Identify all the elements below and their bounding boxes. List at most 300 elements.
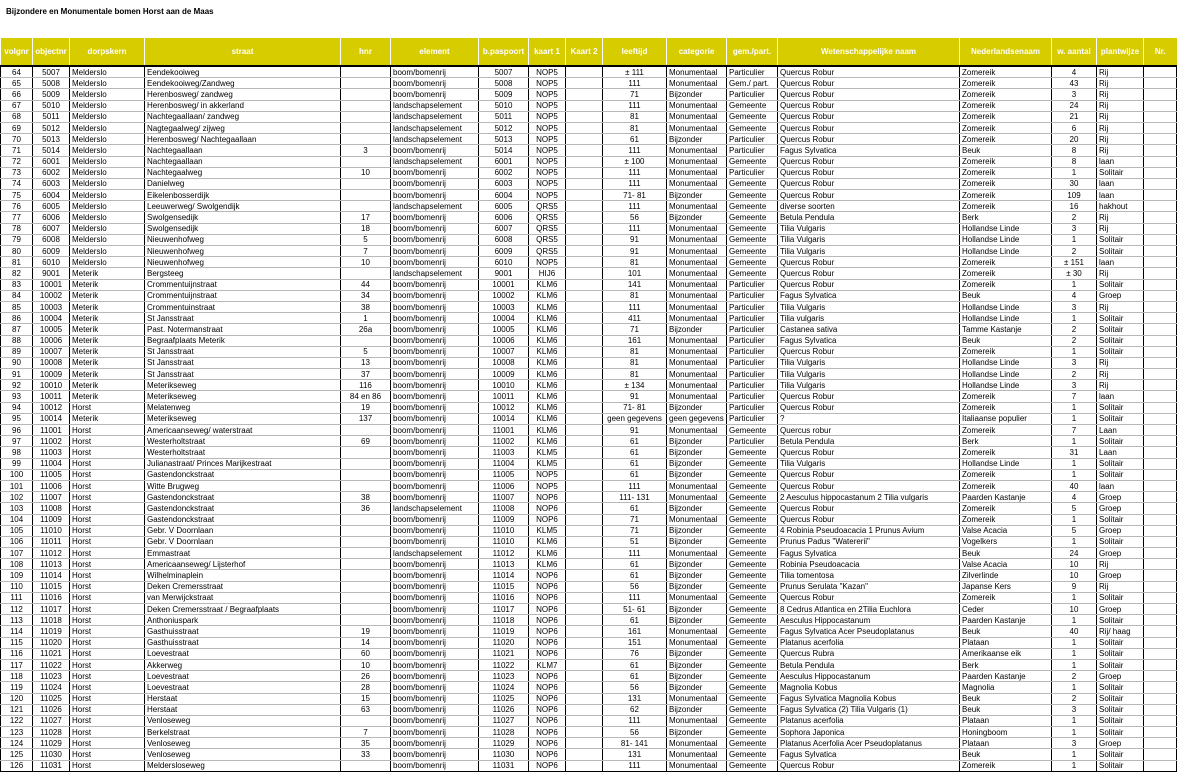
cell-nr [1144, 391, 1177, 402]
cell-gem-part: Gemeente [727, 503, 778, 514]
cell-nr [1144, 749, 1177, 760]
cell-gem-part: Gemeente [727, 156, 778, 167]
cell-categorie: Bijzonder [667, 324, 727, 335]
cell-hnr [341, 760, 391, 771]
cell-hnr: 15 [341, 693, 391, 704]
cell-element: boom/bomenrij [391, 246, 479, 257]
table-row [1, 715, 1177, 726]
cell-nr [1144, 738, 1177, 749]
cell-volgnr: 85 [1, 301, 33, 312]
cell-b-paspoort: 6006 [479, 212, 529, 223]
cell-kaart-1: NOP6 [529, 615, 566, 626]
cell-dorpskern: Horst [70, 525, 145, 536]
cell-objectnr: 10004 [33, 313, 70, 324]
column-header-leeftijd: leeftijd [603, 38, 667, 66]
cell-kaart-2 [566, 100, 603, 111]
cell-wetenschappelijke-naam: Quercus Robur [778, 167, 960, 178]
cell-leeftijd: 131 [603, 693, 667, 704]
cell-dorpskern: Horst [70, 637, 145, 648]
cell-leeftijd: 111 [603, 715, 667, 726]
cell-wetenschappelijke-naam: Quercus Robur [778, 514, 960, 525]
cell-b-paspoort: 10012 [479, 402, 529, 413]
cell-objectnr: 6005 [33, 201, 70, 212]
cell-nederlandsenaam: Hollandse Linde [960, 357, 1052, 368]
cell-w-aantal: 24 [1052, 100, 1097, 111]
table-row [1, 66, 1177, 78]
cell-b-paspoort: 6001 [479, 156, 529, 167]
cell-straat: Begraafplaats Meterik [145, 335, 341, 346]
cell-element: boom/bomenrij [391, 447, 479, 458]
cell-objectnr: 10008 [33, 357, 70, 368]
cell-straat: Herenbosweg/ in akkerland [145, 100, 341, 111]
cell-categorie: Monumentaal [667, 122, 727, 133]
cell-volgnr: 121 [1, 704, 33, 715]
cell-hnr: 36 [341, 503, 391, 514]
cell-objectnr: 11014 [33, 570, 70, 581]
cell-nederlandsenaam: Hollandse Linde [960, 313, 1052, 324]
cell-volgnr: 73 [1, 167, 33, 178]
cell-hnr [341, 335, 391, 346]
cell-objectnr: 5009 [33, 89, 70, 100]
cell-w-aantal: 1 [1052, 436, 1097, 447]
cell-w-aantal: 1 [1052, 715, 1097, 726]
cell-volgnr: 97 [1, 436, 33, 447]
cell-kaart-1: NOP6 [529, 727, 566, 738]
cell-volgnr: 69 [1, 122, 33, 133]
cell-kaart-1: KLM6 [529, 357, 566, 368]
cell-w-aantal: 2 [1052, 369, 1097, 380]
cell-wetenschappelijke-naam: Quercus Robur [778, 279, 960, 290]
cell-wetenschappelijke-naam: Quercus Robur [778, 391, 960, 402]
cell-nr [1144, 145, 1177, 156]
cell-w-aantal: 1 [1052, 727, 1097, 738]
cell-straat: Loevestraat [145, 648, 341, 659]
cell-gem-part: Gemeente [727, 100, 778, 111]
column-header-gem-part: gem./part. [727, 38, 778, 66]
cell-dorpskern: Meterik [70, 290, 145, 301]
cell-kaart-2 [566, 480, 603, 491]
cell-w-aantal: 1 [1052, 659, 1097, 670]
cell-objectnr: 11024 [33, 682, 70, 693]
cell-b-paspoort: 5012 [479, 122, 529, 133]
table-row [1, 659, 1177, 670]
cell-volgnr: 65 [1, 78, 33, 89]
cell-plantwijze: Groep [1097, 738, 1144, 749]
cell-b-paspoort: 11025 [479, 693, 529, 704]
cell-gem-part: Gemeente [727, 268, 778, 279]
column-header-nr: Nr. [1144, 38, 1177, 66]
table-row [1, 480, 1177, 491]
cell-kaart-1: NOP6 [529, 514, 566, 525]
cell-plantwijze: Groep [1097, 671, 1144, 682]
cell-dorpskern: Melderslo [70, 178, 145, 189]
cell-nederlandsenaam: Zomereik [960, 122, 1052, 133]
cell-nr [1144, 570, 1177, 581]
cell-b-paspoort: 11005 [479, 469, 529, 480]
cell-nr [1144, 458, 1177, 469]
table-row [1, 671, 1177, 682]
cell-kaart-1: KLM6 [529, 391, 566, 402]
cell-categorie: Monumentaal [667, 201, 727, 212]
cell-gem-part: Gemeente [727, 659, 778, 670]
cell-dorpskern: Horst [70, 715, 145, 726]
cell-volgnr: 79 [1, 234, 33, 245]
cell-w-aantal: 1 [1052, 536, 1097, 547]
cell-nederlandsenaam: Magnolia [960, 682, 1052, 693]
cell-element: boom/bomenrij [391, 469, 479, 480]
cell-categorie: Monumentaal [667, 290, 727, 301]
cell-dorpskern: Horst [70, 503, 145, 514]
cell-plantwijze: Solitair [1097, 536, 1144, 547]
cell-leeftijd: ± 111 [603, 66, 667, 78]
cell-nr [1144, 301, 1177, 312]
cell-gem-part: Gemeente [727, 234, 778, 245]
cell-categorie: Bijzonder [667, 659, 727, 670]
cell-element: boom/bomenrij [391, 615, 479, 626]
cell-wetenschappelijke-naam: Aesculus Hippocastanum [778, 615, 960, 626]
table-row [1, 201, 1177, 212]
cell-nr [1144, 313, 1177, 324]
cell-kaart-2 [566, 89, 603, 100]
cell-categorie: Bijzonder [667, 503, 727, 514]
cell-gem-part: Gemeente [727, 212, 778, 223]
cell-kaart-2 [566, 391, 603, 402]
cell-leeftijd: 76 [603, 648, 667, 659]
cell-w-aantal: 1 [1052, 682, 1097, 693]
cell-straat: Nagtegaalweg/ zijweg [145, 122, 341, 133]
cell-hnr: 18 [341, 223, 391, 234]
cell-kaart-1: NOP6 [529, 604, 566, 615]
cell-hnr: 13 [341, 357, 391, 368]
cell-straat: Crommentuijnstraat [145, 279, 341, 290]
cell-kaart-2 [566, 357, 603, 368]
cell-w-aantal: 1 [1052, 458, 1097, 469]
cell-nr [1144, 626, 1177, 637]
cell-leeftijd: 151 [603, 637, 667, 648]
table-row [1, 257, 1177, 268]
cell-objectnr: 10002 [33, 290, 70, 301]
cell-straat: Loevestraat [145, 682, 341, 693]
cell-objectnr: 5012 [33, 122, 70, 133]
column-header-kaart-2: Kaart 2 [566, 38, 603, 66]
cell-volgnr: 100 [1, 469, 33, 480]
cell-plantwijze: Rij [1097, 581, 1144, 592]
cell-element: boom/bomenrij [391, 715, 479, 726]
cell-straat: Wilhelminaplein [145, 570, 341, 581]
cell-w-aantal: 1 [1052, 167, 1097, 178]
cell-nederlandsenaam: Zomereik [960, 425, 1052, 436]
cell-element: boom/bomenrij [391, 167, 479, 178]
cell-nederlandsenaam: Zomereik [960, 78, 1052, 89]
cell-objectnr: 11025 [33, 693, 70, 704]
cell-nr [1144, 290, 1177, 301]
cell-plantwijze: Solitair [1097, 749, 1144, 760]
cell-b-paspoort: 5009 [479, 89, 529, 100]
cell-straat: Nachtegaallaan [145, 145, 341, 156]
cell-plantwijze: hakhout [1097, 201, 1144, 212]
cell-plantwijze: Solitair [1097, 234, 1144, 245]
cell-w-aantal: 1 [1052, 402, 1097, 413]
cell-nederlandsenaam: Zomereik [960, 760, 1052, 771]
cell-categorie: Bijzonder [667, 436, 727, 447]
cell-kaart-2 [566, 514, 603, 525]
cell-volgnr: 111 [1, 592, 33, 603]
table-row [1, 436, 1177, 447]
cell-element: landschapselement [391, 268, 479, 279]
cell-hnr [341, 447, 391, 458]
cell-plantwijze: Laan [1097, 425, 1144, 436]
cell-kaart-1: NOP5 [529, 480, 566, 491]
cell-nr [1144, 212, 1177, 223]
cell-hnr [341, 480, 391, 491]
cell-leeftijd: 61 [603, 570, 667, 581]
cell-dorpskern: Melderslo [70, 190, 145, 201]
cell-gem-part: Gemeente [727, 190, 778, 201]
cell-hnr [341, 111, 391, 122]
cell-straat: Deken Cremersstraat / Begraafplaats [145, 604, 341, 615]
cell-volgnr: 93 [1, 391, 33, 402]
cell-nr [1144, 425, 1177, 436]
column-header-w-aantal: w. aantal [1052, 38, 1097, 66]
cell-b-paspoort: 10014 [479, 413, 529, 424]
cell-kaart-1: NOP6 [529, 693, 566, 704]
cell-nederlandsenaam: Zomereik [960, 402, 1052, 413]
cell-element: landschapselement [391, 548, 479, 559]
cell-leeftijd: 56 [603, 212, 667, 223]
cell-dorpskern: Meterik [70, 380, 145, 391]
cell-b-paspoort: 11003 [479, 447, 529, 458]
cell-nederlandsenaam: Ceder [960, 604, 1052, 615]
cell-objectnr: 5007 [33, 66, 70, 78]
cell-objectnr: 11017 [33, 604, 70, 615]
cell-kaart-2 [566, 760, 603, 771]
cell-nr [1144, 234, 1177, 245]
cell-objectnr: 11021 [33, 648, 70, 659]
cell-element: boom/bomenrij [391, 693, 479, 704]
cell-element: boom/bomenrij [391, 78, 479, 89]
cell-objectnr: 11026 [33, 704, 70, 715]
cell-dorpskern: Meterik [70, 279, 145, 290]
cell-straat: Venloseweg [145, 738, 341, 749]
cell-straat: Westerholtstraat [145, 447, 341, 458]
cell-categorie: Bijzonder [667, 89, 727, 100]
column-header-plantwijze: plantwijze [1097, 38, 1144, 66]
cell-categorie: Bijzonder [667, 615, 727, 626]
cell-categorie: Monumentaal [667, 66, 727, 78]
cell-element: boom/bomenrij [391, 257, 479, 268]
cell-wetenschappelijke-naam: Betula Pendula [778, 436, 960, 447]
cell-gem-part: Gem./ part. [727, 78, 778, 89]
cell-b-paspoort: 11002 [479, 436, 529, 447]
cell-nederlandsenaam: Beuk [960, 145, 1052, 156]
cell-gem-part: Gemeente [727, 671, 778, 682]
cell-kaart-1: KLM6 [529, 402, 566, 413]
cell-kaart-2 [566, 469, 603, 480]
cell-w-aantal: 1 [1052, 648, 1097, 659]
cell-nr [1144, 178, 1177, 189]
cell-objectnr: 11018 [33, 615, 70, 626]
cell-leeftijd: 91 [603, 246, 667, 257]
cell-categorie: Monumentaal [667, 145, 727, 156]
cell-element: boom/bomenrij [391, 671, 479, 682]
cell-objectnr: 11013 [33, 559, 70, 570]
cell-gem-part: Particulier [727, 134, 778, 145]
cell-categorie: Bijzonder [667, 536, 727, 547]
cell-plantwijze: Solitair [1097, 436, 1144, 447]
cell-dorpskern: Horst [70, 570, 145, 581]
cell-volgnr: 67 [1, 100, 33, 111]
cell-b-paspoort: 10008 [479, 357, 529, 368]
table-row [1, 413, 1177, 424]
cell-kaart-1: NOP6 [529, 503, 566, 514]
cell-wetenschappelijke-naam: Quercus Robur [778, 503, 960, 514]
table-row [1, 190, 1177, 201]
cell-element: boom/bomenrij [391, 727, 479, 738]
cell-categorie: Monumentaal [667, 111, 727, 122]
cell-b-paspoort: 10005 [479, 324, 529, 335]
cell-wetenschappelijke-naam: Prunus Padus "Watererii" [778, 536, 960, 547]
cell-straat: Bergsteeg [145, 268, 341, 279]
cell-hnr: 7 [341, 727, 391, 738]
cell-nederlandsenaam: Zomereik [960, 167, 1052, 178]
cell-straat: Venloseweg [145, 749, 341, 760]
cell-w-aantal: 4 [1052, 290, 1097, 301]
cell-categorie: Monumentaal [667, 313, 727, 324]
cell-straat: Berkelstraat [145, 727, 341, 738]
cell-volgnr: 112 [1, 604, 33, 615]
cell-wetenschappelijke-naam: Fagus Sylvatica Acer Pseudoplatanus [778, 626, 960, 637]
cell-leeftijd: 62 [603, 704, 667, 715]
cell-objectnr: 11006 [33, 480, 70, 491]
cell-hnr: 84 en 86 [341, 391, 391, 402]
cell-w-aantal: 2 [1052, 212, 1097, 223]
cell-categorie: Bijzonder [667, 134, 727, 145]
cell-b-paspoort: 10011 [479, 391, 529, 402]
cell-hnr: 137 [341, 413, 391, 424]
cell-w-aantal: 40 [1052, 626, 1097, 637]
cell-nr [1144, 492, 1177, 503]
cell-gem-part: Particulier [727, 413, 778, 424]
cell-hnr: 35 [341, 738, 391, 749]
cell-plantwijze: Rij [1097, 268, 1144, 279]
table-row [1, 391, 1177, 402]
cell-volgnr: 71 [1, 145, 33, 156]
cell-w-aantal: 5 [1052, 503, 1097, 514]
cell-nederlandsenaam: Berk [960, 659, 1052, 670]
cell-nederlandsenaam: Zomereik [960, 178, 1052, 189]
cell-volgnr: 98 [1, 447, 33, 458]
cell-wetenschappelijke-naam: Fagus Sylvatica [778, 335, 960, 346]
cell-plantwijze: Rij [1097, 122, 1144, 133]
cell-objectnr: 6003 [33, 178, 70, 189]
cell-dorpskern: Horst [70, 402, 145, 413]
cell-objectnr: 10005 [33, 324, 70, 335]
cell-leeftijd: 51- 61 [603, 604, 667, 615]
cell-b-paspoort: 11008 [479, 503, 529, 514]
cell-kaart-2 [566, 525, 603, 536]
cell-gem-part: Gemeente [727, 604, 778, 615]
cell-objectnr: 11023 [33, 671, 70, 682]
cell-plantwijze: Solitair [1097, 727, 1144, 738]
cell-nederlandsenaam: Valse Acacia [960, 525, 1052, 536]
cell-element: boom/bomenrij [391, 313, 479, 324]
column-header-wetenschappelijke-naam: Wetenschappelijke naam [778, 38, 960, 66]
cell-kaart-1: KLM6 [529, 346, 566, 357]
cell-hnr: 19 [341, 626, 391, 637]
cell-b-paspoort: 10003 [479, 301, 529, 312]
cell-volgnr: 113 [1, 615, 33, 626]
cell-categorie: Monumentaal [667, 301, 727, 312]
cell-straat: Nachtegaalweg [145, 167, 341, 178]
cell-b-paspoort: 11030 [479, 749, 529, 760]
cell-gem-part: Gemeente [727, 749, 778, 760]
cell-dorpskern: Meterik [70, 413, 145, 424]
cell-w-aantal: 3 [1052, 89, 1097, 100]
column-header-nederlandsenaam: Nederlandsenaam [960, 38, 1052, 66]
cell-dorpskern: Horst [70, 738, 145, 749]
cell-kaart-2 [566, 503, 603, 514]
cell-dorpskern: Horst [70, 480, 145, 491]
cell-kaart-2 [566, 704, 603, 715]
cell-dorpskern: Horst [70, 559, 145, 570]
cell-objectnr: 11009 [33, 514, 70, 525]
cell-plantwijze: laan [1097, 178, 1144, 189]
cell-leeftijd: 91 [603, 425, 667, 436]
cell-kaart-1: NOP5 [529, 78, 566, 89]
cell-kaart-1: KLM6 [529, 413, 566, 424]
cell-hnr: 37 [341, 369, 391, 380]
cell-kaart-2 [566, 167, 603, 178]
cell-element: boom/bomenrij [391, 190, 479, 201]
cell-dorpskern: Melderslo [70, 89, 145, 100]
table-row [1, 279, 1177, 290]
cell-plantwijze: Solitair [1097, 246, 1144, 257]
cell-plantwijze: Rij [1097, 89, 1144, 100]
cell-straat: Herstaat [145, 693, 341, 704]
cell-gem-part: Particulier [727, 313, 778, 324]
cell-element: boom/bomenrij [391, 536, 479, 547]
cell-leeftijd: 71 [603, 514, 667, 525]
cell-dorpskern: Horst [70, 648, 145, 659]
cell-leeftijd: 61 [603, 559, 667, 570]
cell-element: boom/bomenrij [391, 402, 479, 413]
cell-nederlandsenaam: Hollandse Linde [960, 301, 1052, 312]
cell-gem-part: Gemeente [727, 760, 778, 771]
table-row [1, 246, 1177, 257]
cell-leeftijd: 81 [603, 257, 667, 268]
table-row [1, 704, 1177, 715]
cell-straat: Meterikseweg [145, 380, 341, 391]
table-row [1, 469, 1177, 480]
cell-kaart-1: KLM6 [529, 559, 566, 570]
cell-plantwijze: Solitair [1097, 682, 1144, 693]
cell-objectnr: 10006 [33, 335, 70, 346]
cell-plantwijze: Laan [1097, 447, 1144, 458]
cell-kaart-1: KLM6 [529, 425, 566, 436]
cell-plantwijze: Solitair [1097, 693, 1144, 704]
cell-b-paspoort: 11010 [479, 525, 529, 536]
cell-volgnr: 92 [1, 380, 33, 391]
cell-volgnr: 123 [1, 727, 33, 738]
cell-b-paspoort: 11029 [479, 738, 529, 749]
cell-hnr [341, 78, 391, 89]
table-row [1, 346, 1177, 357]
table-row [1, 682, 1177, 693]
cell-categorie: Monumentaal [667, 335, 727, 346]
cell-kaart-1: KLM5 [529, 525, 566, 536]
table-body [1, 66, 1177, 771]
cell-gem-part: Gemeente [727, 548, 778, 559]
